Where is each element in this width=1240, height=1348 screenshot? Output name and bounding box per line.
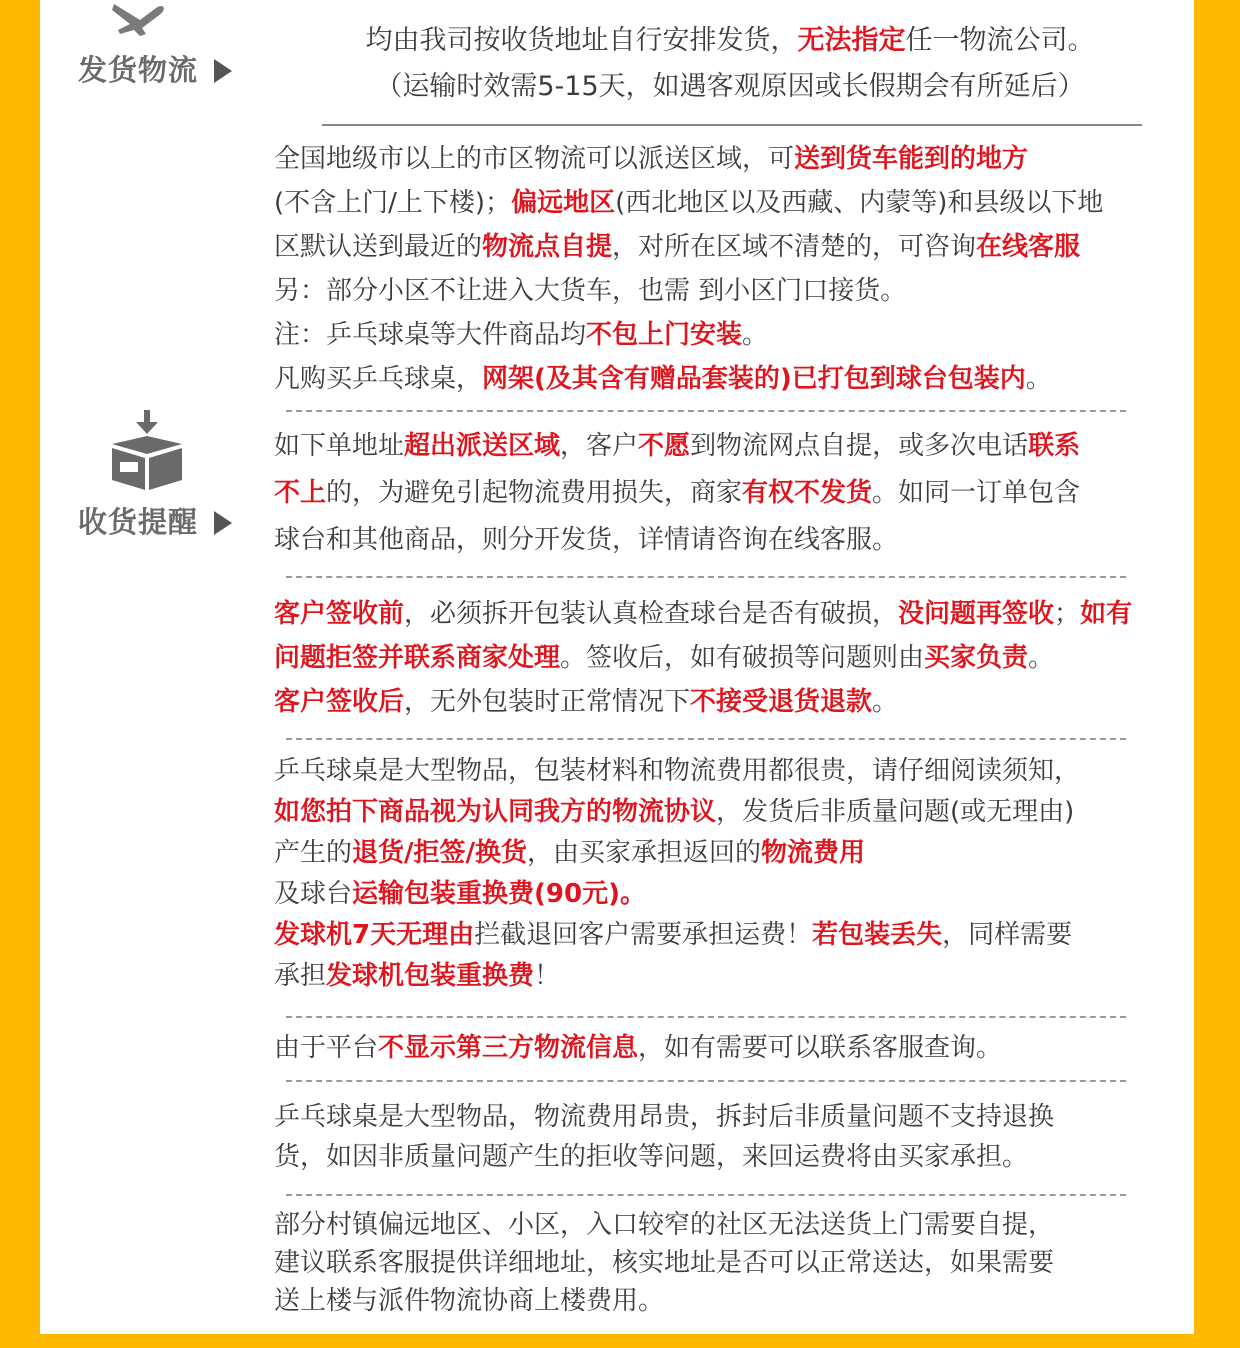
delivery-area-notice: 全国地级市以上的市区物流可以派送区域，可送到货车能到的地方 (不含上门/上下楼)；偏远地区(西北地区以及西藏、内蒙等)和县级以下地 区默认送到最近的物流点自提，对所在区域不清楚的，可咨询在线客服 另：部分小区不让进入大货车，也需 到小区门口接货。 注：乒乓球桌等大件商品均不包上门安装。 凡购买乒乓球桌，网架(及其含有赠品套装的)已打包到球台包装内。: [274, 144, 1104, 394]
receiving-label: [78, 500, 268, 541]
dashed-divider: [286, 1016, 1126, 1018]
shipping-line-1: 均由我司按收货地址自行安排发货，无法指定任一物流公司。: [365, 25, 1095, 56]
dashed-divider: [286, 1194, 1126, 1196]
dashed-divider: [286, 576, 1126, 578]
play-arrow-icon: [214, 59, 232, 83]
signing-notice: 客户签收前，必须拆开包装认真检查球台是否有破损，没问题再签收；如有 问题拒签并联系商家处理。签收后，如有破损等问题则由买家负责。 客户签收后，无外包装时正常情况下不接受退货退款。: [274, 599, 1133, 717]
platform-notice: 由于平台不显示第三方物流信息，如有需要可以联系客服查询。: [274, 1033, 1003, 1063]
shipping-line-2: （运输时效需5-15天，如遇客观原因或长假期会有所延后）: [375, 71, 1085, 102]
airplane-icon: [106, 0, 166, 36]
shipping-label: [78, 48, 268, 89]
dashed-divider: [286, 410, 1126, 412]
divider: [322, 124, 1142, 126]
receiving-label-text: 收货提醒: [78, 505, 199, 539]
logistics-agreement-notice: 乒乓球桌是大型物品，包装材料和物流费用都很贵，请仔细阅读须知， 如您拍下商品视为认同我方的物流协议，发货后非质量问题(或无理由) 产生的退货/拒签/换货，由买家承担返回的物流费用 及球台运输包装重换费(90元)。 发球机7天无理由拦截退回客户需要承担运费！若包装丢失，同样需要 承担发球机包装重换费！: [274, 756, 1081, 991]
shipping-label-text: 发货物流: [78, 53, 199, 87]
play-arrow-icon: [214, 511, 232, 535]
dashed-divider: [286, 1080, 1126, 1082]
receiving-reminder-notice: 如下单地址超出派送区域，客户不愿到物流网点自提，或多次电话联系 不上的，为避免引起物流费用损失，商家有权不发货。如同一订单包含 球台和其他商品，则分开发货，详情请咨询在线客服。: [274, 431, 1081, 555]
bulky-item-notice: 乒乓球桌是大型物品，物流费用昂贵，拆封后非质量问题不支持退换 货，如因非质量问题产生的拒收等问题，来回运费将由买家承担。: [274, 1102, 1055, 1172]
shipping-notice: [320, 18, 1140, 110]
package-icon: [108, 410, 186, 490]
remote-area-notice: 部分村镇偏远地区、小区，入口较窄的社区无法送货上门需要自提， 建议联系客服提供详细地址，核实地址是否可以正常送达，如果需要 送上楼与派件物流协商上楼费用。: [274, 1210, 1055, 1316]
dashed-divider: [286, 738, 1126, 740]
